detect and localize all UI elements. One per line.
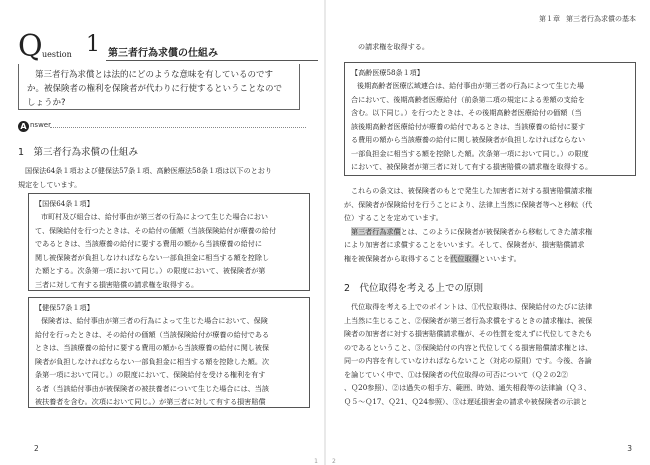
- quote-line: 含む。以下同じ。）を行つたときは、その後期高齢者医療給付の価額（当: [351, 108, 582, 117]
- quote-line: 該後期高齢者医療給付が療養の給付であるときは、当該療養の給付に要す: [351, 121, 586, 131]
- quote-label: 【高齢医療58条１項】: [351, 68, 424, 77]
- quote-line: る者（当該給付事由が被保険者の被扶養者について生じた場合には、当該: [35, 383, 269, 393]
- section-2-title: 2 代位取得を考える上での原則: [344, 283, 484, 294]
- running-header-title: 第三者行為求償の基本: [566, 15, 636, 23]
- quote-line: 関し被保険者が負担しなければならない一部負担金に相当する額を控除し: [35, 252, 270, 262]
- quote-line: 後期高齢者医療広域連合は、給付事由が第三者の行為によつて生じた場: [357, 81, 584, 90]
- answer-label: [18, 120, 308, 134]
- right-page: [326, 0, 650, 465]
- question-line: しょうか?: [27, 98, 66, 108]
- quote-line: 被扶養者を含む。次項において同じ。）が第三者に対して有する損害賠償: [35, 397, 266, 406]
- paragraph-line-end: といいます。: [478, 253, 521, 263]
- paragraph-line: [344, 252, 636, 266]
- paragraph-line: が、保険者が保険給付を行うことにより、法律上当然に保険者等へと移転（代: [344, 199, 593, 209]
- question-title: 第三者行為求償の仕組み: [108, 48, 218, 59]
- quote-line: ときは、当該療養の給付に要する費用の額から当該療養の給付に関し被保: [35, 343, 270, 352]
- paragraph-line-rest: とは、このように保険者が被保険者から移転してきた請求権: [400, 226, 593, 236]
- quote-line: 市町村及び組合は、給付事由が第三者の行為によつて生じた場合におい: [41, 212, 268, 221]
- quote-label: 【健保57条１項】: [35, 303, 94, 312]
- running-header-chapter: 第１章: [539, 15, 560, 23]
- paragraph-line: Ｑ５～Ｑ17、Ｑ21、Ｑ24参照）、③は遅延損害金の請求や被保険者の示談と: [344, 396, 588, 406]
- paragraph-line: により加害者に求償することをいいます。そして、保険者が、損害賠償請求: [344, 240, 585, 249]
- quote-line: 保険者は、給付事由が第三者の行為によって生じた場合において、保険: [41, 316, 268, 325]
- quote-kokuho-64: [28, 193, 310, 291]
- question-heading: [18, 29, 308, 64]
- paragraph-line: 、Ｑ20参照）、②は過失の相手方、範囲、時効、通失相殺等の法律論（Ｑ３、: [344, 383, 591, 392]
- left-page: [0, 0, 324, 465]
- paragraph-line: 位）することを定めています。: [344, 213, 443, 222]
- quote-continuation: [344, 40, 636, 54]
- section-1-title: 1 第三者行為求償の仕組み: [18, 147, 139, 158]
- quote-line: 三者に対して有する損害賠償の請求権を取得する。: [35, 279, 199, 289]
- intro-line: 国保法64条１項および健保法57条１項、高齢医療法58条１項は以下のとおり: [25, 166, 272, 175]
- paragraph-line: を論じていく中で、①は保険者の代位取得の可否について（Ｑ２の2②: [344, 369, 569, 379]
- principles-paragraph: [344, 300, 636, 408]
- quote-line: 一部負担金に相当する額を控除した額。次条第一項において同じ。）の限度: [351, 148, 589, 158]
- question-q-letter: Q: [18, 29, 43, 64]
- gutter-mark-left: 1: [314, 458, 318, 465]
- quote-line: る費用の額から当該療養の給付に関し被保険者が負担しなければならない: [351, 135, 586, 144]
- question-title-rule: [106, 60, 318, 61]
- running-header: [539, 14, 636, 24]
- paragraph-line: 険者の加害者に対する損害賠償請求権が、その性質を変えずに代位してきたも: [344, 329, 593, 338]
- explanation-paragraph: [344, 184, 636, 265]
- gutter-mark-right: 2: [332, 458, 336, 465]
- intro-line: 規定をしています。: [18, 179, 82, 189]
- quote-line: であるときは、当該療養の給付に要する費用の額から当該療養の給付に: [35, 239, 262, 248]
- paragraph-line: 同一の内容を有していなければならないこと（対応の原則）です。今後、各論: [344, 356, 592, 365]
- quote-line: 条第一項において同じ。）の限度において、保険給付を受ける権利を有す: [35, 370, 266, 379]
- quote-line: 給付を行ったときは、その給付の価額（当該保険給付が療養の給付である: [35, 329, 270, 339]
- paragraph-line: [344, 225, 636, 239]
- quote-continued-line: の請求権を取得する。: [358, 42, 429, 51]
- question-word: uestion: [42, 50, 72, 59]
- quote-line: た額とする。次条第一項において同じ。）の限度において、被保険者が第: [35, 266, 266, 275]
- paragraph-line-start: 権を被保険者から取得することを: [344, 253, 451, 263]
- highlight-subrogation: 代位取得: [450, 253, 479, 263]
- quote-line: 険者が負担しなければならない一部負担金に相当する額を控除した額。次: [35, 356, 270, 366]
- question-line: か。被保険者の権利を保険者が代わりに行使するということなので: [27, 84, 283, 94]
- question-line: 第三者行為求償とは法的にどのような意味を有しているのです: [35, 70, 274, 80]
- section-1-intro: [18, 164, 310, 191]
- answer-a-icon: A: [18, 121, 29, 132]
- paragraph-line: 上当然に生じること、②保険者が第三者行為求償をするときの請求権は、被保: [344, 315, 593, 325]
- paragraph-line: 代位取得を考える上でのポイントは、①代位取得は、保険給付のたびに法律: [351, 302, 593, 311]
- quote-label: 【国保64条１項】: [35, 199, 94, 208]
- quote-line: において、被保険者が第三者に対して有する損害賠償の請求権を取得する。: [351, 162, 593, 171]
- highlight-third-party-claim: 第三者行為求償: [351, 226, 401, 236]
- page-number-right: 3: [627, 444, 632, 453]
- page-number-left: 2: [34, 444, 39, 453]
- paragraph-line: これらの条文は、被保険者のもとで発生した加害者に対する損害賠償請求権: [351, 186, 593, 195]
- answer-word: nswer: [30, 121, 51, 129]
- quote-koureiiryou-58: [344, 62, 636, 176]
- quote-line: て、保険給付を行つたときは、その給付の価額（当該保険給付が療養の給付: [35, 225, 277, 235]
- paragraph-line: のであるということ、③保険給付の内容と代位してくる損害賠償請求権とは、: [344, 342, 593, 352]
- quote-line: 合において、後期高齢者医療給付（前条第二項の規定による差額の支給を: [351, 94, 585, 104]
- question-number: 1: [86, 32, 100, 57]
- answer-dotted-rule: [50, 127, 306, 128]
- question-box: [18, 64, 300, 110]
- quote-kenpo-57: [28, 297, 310, 408]
